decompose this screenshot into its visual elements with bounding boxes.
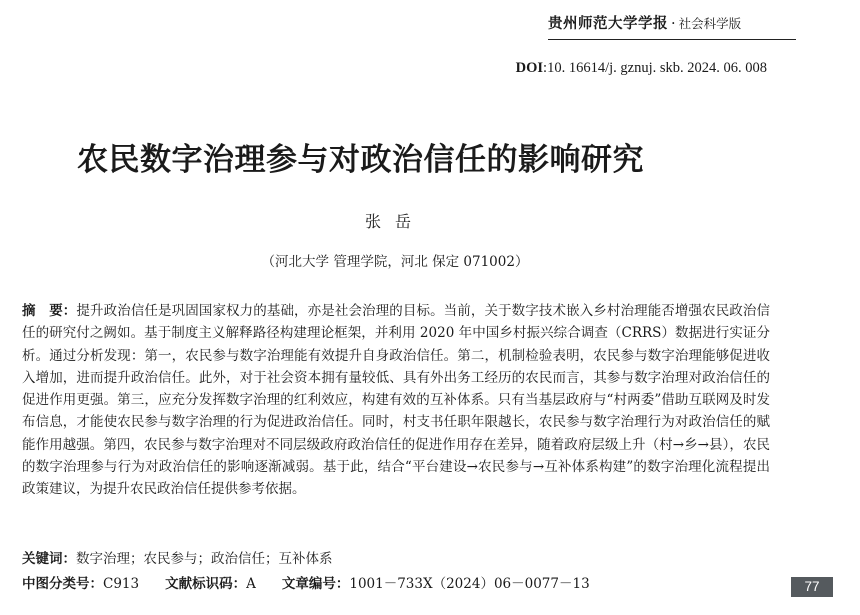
keywords-label: 关键词：: [22, 551, 76, 567]
journal-edition: 社会科学版: [678, 16, 742, 31]
doc-code-value: A: [246, 576, 256, 592]
classification-line: [22, 572, 590, 592]
article-number-label: 文章编号：: [281, 576, 350, 592]
article-number-value: 1001－733X（2024）06－0077－13: [349, 576, 590, 592]
article-title: 农民数字治理参与对政治信任的影响研究: [77, 142, 644, 178]
journal-header: [548, 12, 796, 40]
abstract-label: 摘 要：: [22, 303, 77, 319]
doi-value: :10. 16614/j. gznuj. skb. 2024. 06. 008: [543, 60, 767, 76]
page-number: 77: [791, 577, 833, 597]
doi-line: [516, 60, 767, 77]
clc-label: 中图分类号：: [22, 576, 103, 592]
keywords-text: 数字治理；农民参与；政治信任；互补体系: [76, 551, 333, 567]
doc-code-label: 文献标识码：: [165, 576, 247, 592]
author-affiliation: （河北大学 管理学院，河北 保定 071002）: [261, 254, 529, 270]
keywords-line: [22, 547, 333, 567]
header-separator: ·: [671, 16, 676, 32]
doi-label: DOI: [515, 60, 544, 76]
abstract: [22, 300, 770, 501]
abstract-text: 提升政治信任是巩固国家权力的基础，亦是社会治理的目标。当前，关于数字技术嵌入乡村治理能否增强农民政治信任的研究付之阙如。基于制度主义解释路径构建理论框架，并利用 2020 年中国乡村振兴综合调查（CRRS）数据进行实证分析。通过分析发现：第一，农民参与数字治理能有效提升自身政治信任。第二，机制检验表明，农民参与数字治理能够促进收入增加，进而提升政治信任。此外，对于社会资本拥有量较低、具有外出务工经历的农民而言，其参与数字治理对政治信任的促进作用更强。第三，应充分发挥数字治理的红利效应，构建有效的互补体系。只有当基层政府与“村两委”借助互联网及时发布信息，才能使农民参与数字治理的行为促进政治信任。同时，村支书任职年限越长，农民参与数字治理行为对政治信任的赋能作用越强。第四，农民参与数字治理对不同层级政府政治信任的促进作用存在差异，随着政府层级上升（村→乡→县），农民的数字治理参与行为对政治信任的影响逐渐减弱。基于此，结合“平台建设→农民参与→互补体系构建”的数字治理化流程提出政策建议，为提升农民政治信任提供参考依据。: [22, 303, 771, 498]
journal-name: 贵州师范大学学报: [548, 16, 668, 32]
clc-value: C913: [103, 576, 140, 592]
author-name: 张岳: [364, 212, 425, 231]
